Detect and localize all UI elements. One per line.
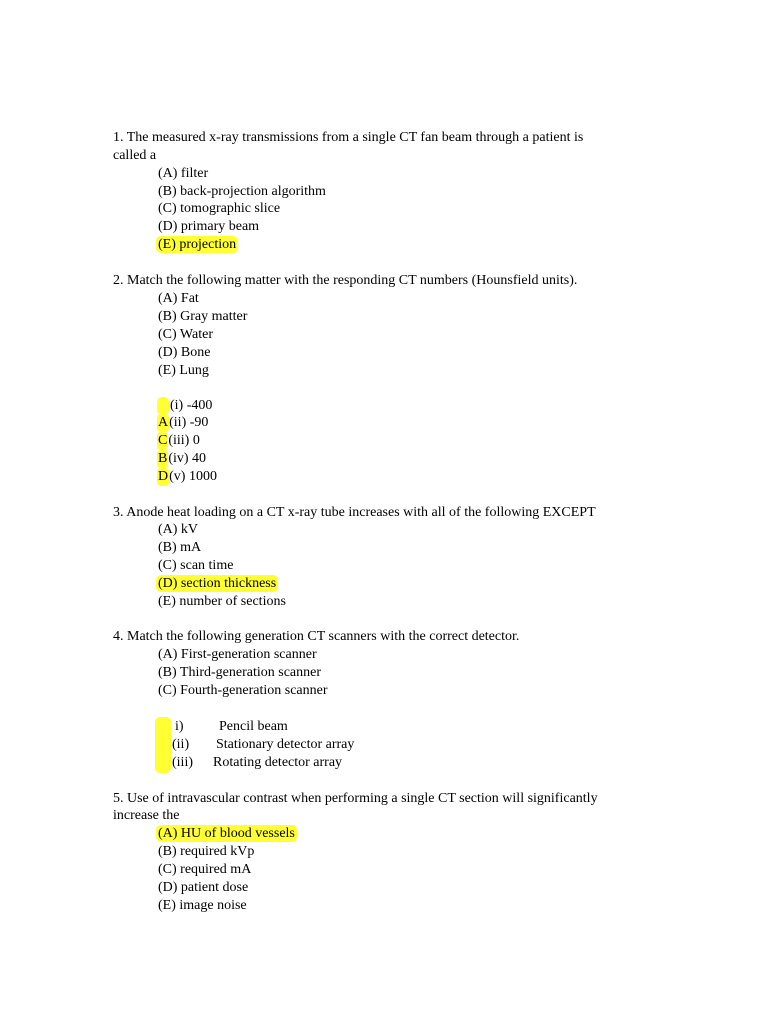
- question-3-option-e: (E) number of sections: [158, 594, 286, 609]
- question-4-match-3-text: Rotating detector array: [213, 755, 343, 770]
- question-4-match-2-text: Stationary detector array: [216, 737, 355, 752]
- question-2-match-2-answer: A: [158, 415, 169, 430]
- question-2-option-c: (C) Water: [158, 327, 213, 342]
- question-2-match-2-value: (ii) -90: [169, 415, 209, 430]
- question-5-option-c: (C) required mA: [158, 862, 252, 877]
- question-2-match-5-value: (v) 1000: [169, 469, 217, 484]
- question-1-option-d: (D) primary beam: [158, 219, 260, 234]
- question-2-option-a: (A) Fat: [158, 291, 199, 306]
- question-1-option-a: (A) filter: [158, 166, 209, 181]
- question-5-stem-line-1: 5. Use of intravascular contrast when performing a single CT section will significantly: [113, 791, 598, 806]
- question-2-match-5-answer: D: [158, 469, 169, 484]
- question-4-match-3-number: (iii): [172, 755, 193, 770]
- question-4-option-c: (C) Fourth-generation scanner: [158, 683, 328, 698]
- question-1-option-b: (B) back-projection algorithm: [158, 184, 326, 199]
- question-4-answer-highlight: [155, 717, 171, 773]
- question-3-option-a: (A) kV: [158, 522, 199, 537]
- question-2-match-3-answer: C: [158, 433, 168, 448]
- question-5-option-b: (B) required kVp: [158, 844, 255, 859]
- question-2-match-4: [157, 450, 206, 468]
- question-1-option-e-highlighted: (E) projection: [158, 237, 237, 252]
- question-5-option-a-highlighted: (A) HU of blood vessels: [158, 826, 295, 841]
- question-4-match-2-number: (ii): [172, 737, 190, 752]
- question-2-match-4-answer: B: [158, 451, 168, 466]
- question-1-stem-line-1: 1. The measured x-ray transmissions from a single CT fan beam through a patient is: [113, 130, 584, 145]
- question-3-option-d-highlighted: (D) section thickness: [158, 576, 277, 591]
- question-2-option-b: (B) Gray matter: [158, 309, 248, 324]
- question-5-option-e: (E) image noise: [158, 898, 247, 913]
- question-2-option-e: (E) Lung: [158, 363, 209, 378]
- question-3-option-b: (B) mA: [158, 540, 202, 555]
- question-3-option-c: (C) scan time: [158, 558, 234, 573]
- question-5-option-d: (D) patient dose: [158, 880, 249, 895]
- question-2-match-1-value: (i) -400: [170, 398, 213, 413]
- question-4-option-b: (B) Third-generation scanner: [158, 665, 322, 680]
- question-2-match-3-value: (iii) 0: [168, 433, 200, 448]
- question-2-option-d: (D) Bone: [158, 345, 211, 360]
- question-4-stem: 4. Match the following generation CT scanners with the correct detector.: [113, 629, 520, 644]
- question-2-match-4-value: (iv) 40: [168, 451, 207, 466]
- question-3-stem: 3. Anode heat loading on a CT x-ray tube increases with all of the following EXCEPT: [113, 505, 596, 520]
- question-2-match-5: [157, 468, 217, 486]
- question-2-match-2: [157, 414, 208, 432]
- question-2-stem: 2. Match the following matter with the responding CT numbers (Hounsfield units).: [113, 273, 578, 288]
- question-1-option-c: (C) tomographic slice: [158, 201, 281, 216]
- question-5-stem-line-2: increase the: [113, 808, 180, 823]
- question-4-option-a: (A) First-generation scanner: [158, 647, 317, 662]
- question-2-match-1: [158, 397, 212, 415]
- question-4-match-1-number: i): [175, 719, 184, 734]
- question-2-match-3: [157, 432, 200, 450]
- question-1-stem-line-2: called a: [113, 148, 157, 163]
- question-4-match-1-text: Pencil beam: [219, 719, 288, 734]
